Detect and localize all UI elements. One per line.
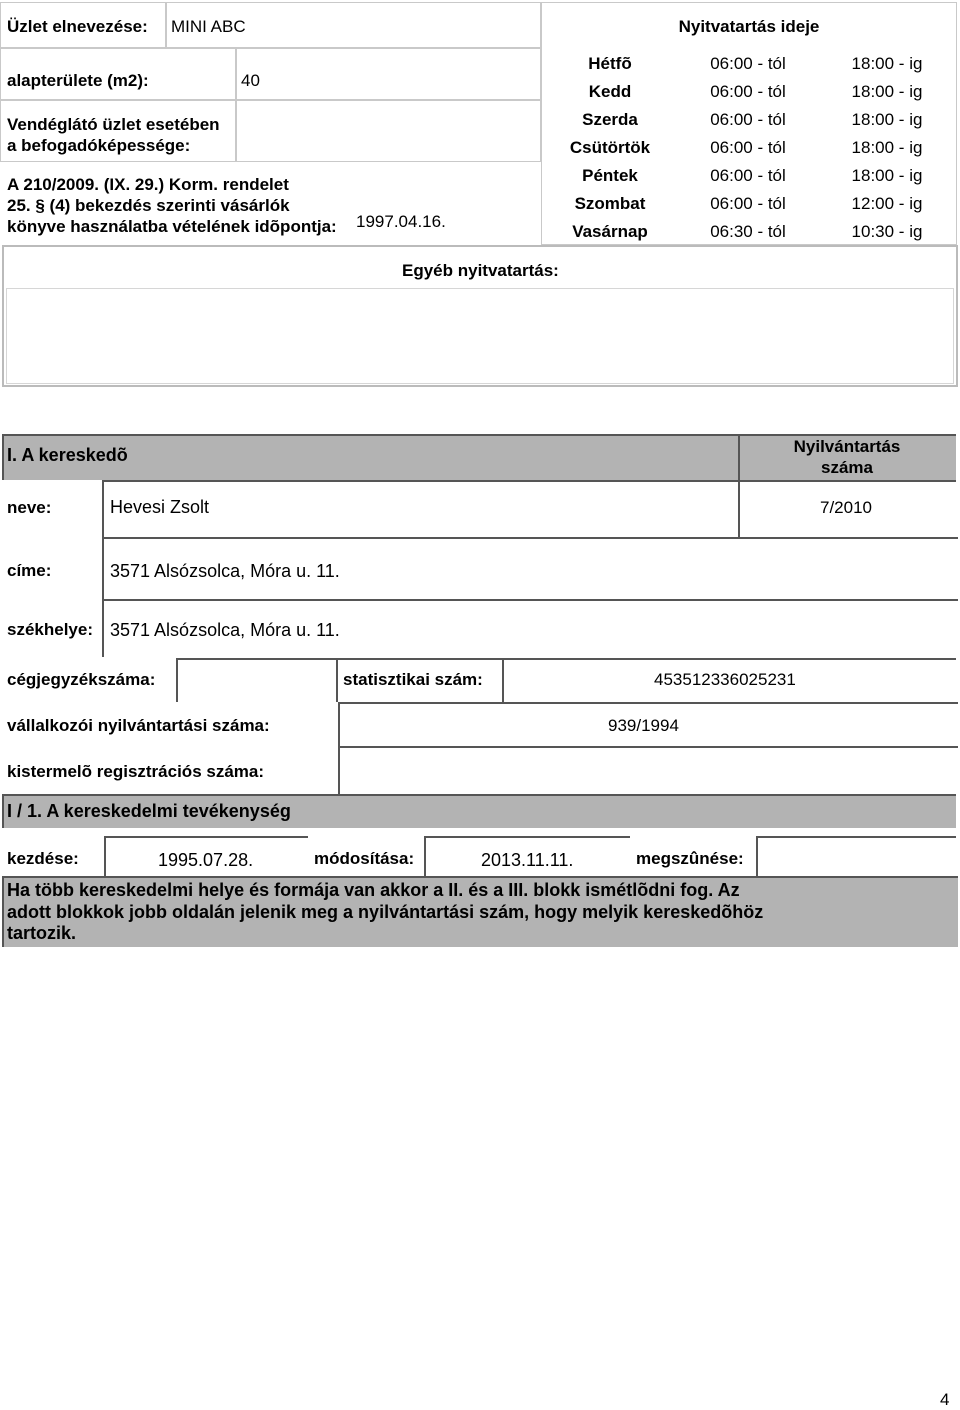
activity-note-line3: tartozik. bbox=[7, 923, 77, 943]
day-label: Vasárnap bbox=[572, 222, 648, 241]
activity-start-value: 1995.07.28. bbox=[158, 850, 254, 870]
area-value-cell bbox=[236, 48, 541, 100]
entrepreneur-value: 939/1994 bbox=[608, 716, 679, 735]
shop-name-label: Üzlet elnevezése: bbox=[7, 17, 148, 36]
hours-row bbox=[541, 190, 957, 218]
hours-row bbox=[541, 218, 957, 246]
page-number: 4 bbox=[940, 1390, 950, 1409]
entrepreneur-label: vállalkozói nyilvántartási száma: bbox=[7, 716, 270, 735]
trader-seat-label: székhelye: bbox=[7, 620, 93, 639]
opening-time: 06:00 - tól bbox=[710, 138, 786, 157]
hours-row bbox=[541, 106, 957, 134]
complaint-book-label-line1: A 210/2009. (IX. 29.) Korm. rendelet bbox=[7, 175, 289, 194]
day-label: Hétfõ bbox=[588, 54, 632, 73]
trader-address-value: 3571 Alsózsolca, Móra u. 11. bbox=[110, 561, 340, 581]
opening-time: 06:00 - tól bbox=[710, 166, 786, 185]
hours-row bbox=[541, 134, 957, 162]
hours-row bbox=[541, 78, 957, 106]
trader-section-title: I. A kereskedõ bbox=[7, 445, 128, 465]
day-label: Péntek bbox=[582, 166, 638, 185]
closing-time: 18:00 - ig bbox=[851, 82, 923, 101]
capacity-value-cell bbox=[236, 100, 541, 162]
capacity-label-line1: Vendéglátó üzlet esetében bbox=[7, 115, 220, 134]
closing-time: 18:00 - ig bbox=[851, 54, 923, 73]
activity-section-title: I / 1. A kereskedelmi tevékenység bbox=[7, 801, 291, 821]
opening-time: 06:30 - tól bbox=[710, 222, 786, 241]
area-value: 40 bbox=[241, 71, 260, 90]
complaint-book-label-line3: könyve használatba vételének idõpontja: bbox=[7, 217, 337, 236]
producer-value-cell bbox=[338, 746, 958, 794]
other-hours-inner bbox=[6, 288, 954, 384]
registry-number-value: 7/2010 bbox=[820, 498, 872, 517]
hours-row bbox=[541, 162, 957, 190]
closing-time: 18:00 - ig bbox=[851, 110, 923, 129]
shop-name-value: MINI ABC bbox=[171, 17, 246, 36]
hours-row bbox=[541, 50, 957, 78]
closing-time: 10:30 - ig bbox=[851, 222, 923, 241]
registry-header-line2: száma bbox=[821, 458, 873, 477]
activity-note-line2: adott blokkok jobb oldalán jelenik meg a nyilvántartási szám, hogy melyik kereskedõhöz bbox=[7, 902, 764, 922]
closing-time: 18:00 - ig bbox=[851, 138, 923, 157]
opening-time: 06:00 - tól bbox=[710, 82, 786, 101]
activity-end-cell bbox=[756, 836, 956, 876]
trader-address-label: címe: bbox=[7, 561, 52, 580]
other-hours-label: Egyéb nyitvatartás: bbox=[402, 261, 559, 280]
opening-time: 06:00 - tól bbox=[710, 110, 786, 129]
activity-mod-label: módosítása: bbox=[314, 849, 415, 868]
day-label: Kedd bbox=[588, 82, 632, 101]
activity-end-label: megszûnése: bbox=[636, 849, 744, 868]
day-label: Szombat bbox=[574, 194, 646, 213]
complaint-book-label-line2: 25. § (4) bekezdés szerinti vásárlók bbox=[7, 196, 290, 215]
producer-label: kistermelõ regisztrációs száma: bbox=[7, 762, 265, 781]
area-label: alapterülete (m2): bbox=[7, 71, 149, 90]
company-reg-cell bbox=[176, 658, 336, 702]
closing-time: 12:00 - ig bbox=[851, 194, 923, 213]
registry-header-line1: Nyilvántartás bbox=[793, 437, 901, 456]
trader-name-label: neve: bbox=[7, 498, 52, 517]
stat-value: 453512336025231 bbox=[654, 670, 796, 689]
activity-note-line1: Ha több kereskedelmi helye és formája van akkor a II. és a III. blokk ismétlõdni fog. Az bbox=[7, 880, 740, 900]
day-label: Szerda bbox=[582, 110, 638, 129]
opening-time: 06:00 - tól bbox=[710, 194, 786, 213]
stat-label: statisztikai szám: bbox=[343, 670, 483, 689]
closing-time: 18:00 - ig bbox=[851, 166, 923, 185]
activity-start-label: kezdése: bbox=[7, 849, 79, 868]
trader-seat-value: 3571 Alsózsolca, Móra u. 11. bbox=[110, 620, 340, 640]
trader-name-value: Hevesi Zsolt bbox=[110, 497, 210, 517]
activity-mod-value: 2013.11.11. bbox=[481, 850, 574, 870]
opening-time: 06:00 - tól bbox=[710, 54, 786, 73]
complaint-book-date: 1997.04.16. bbox=[356, 212, 446, 231]
day-label: Csütörtök bbox=[569, 138, 651, 157]
capacity-label-line2: a befogadóképessége: bbox=[7, 136, 191, 155]
company-reg-label: cégjegyzékszáma: bbox=[7, 670, 156, 689]
opening-hours-title: Nyitvatartás ideje bbox=[678, 17, 820, 36]
